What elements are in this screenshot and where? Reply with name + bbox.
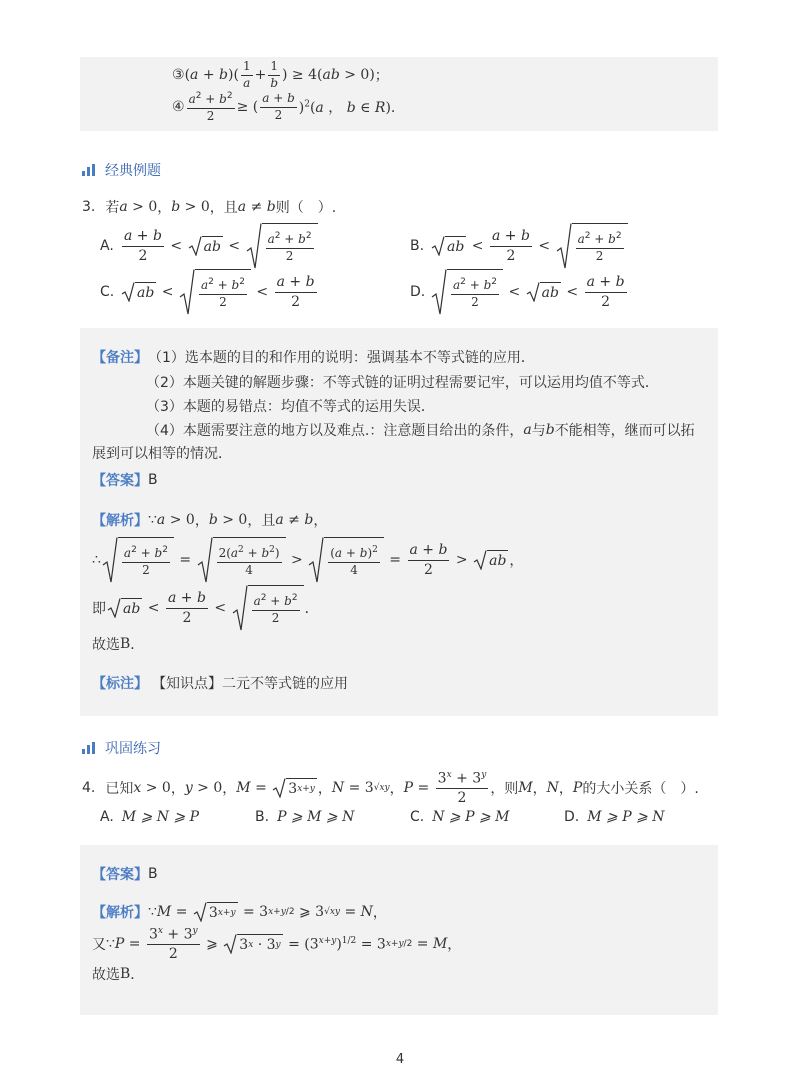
sqrt: 3 x+y <box>193 902 238 922</box>
sqrt: ab <box>526 282 561 302</box>
formula-item-4: ④ $\frac{a^2 + b^2}{2}$ ≥ ( $\frac{a + b}{2}$ )$^2$(a ， b ∈ R). <box>172 90 396 123</box>
fraction: $\frac{a + b}{2}$ <box>491 228 530 264</box>
sqrt: $\frac{(a + b)^2}{4}$ <box>308 537 384 583</box>
sqrt: ab <box>107 598 142 618</box>
sqrt: $\frac{a^2 + b^2}{2}$ <box>102 537 174 583</box>
option-label: C. <box>100 284 115 300</box>
option-c[interactable]: C. ab < $\frac{a^2 + b^2}{2}$ < $\frac{a + b}{2}$ <box>100 268 319 316</box>
question-number: 4. <box>82 780 96 796</box>
sqrt: $\frac{a^2 + b^2}{2}$ <box>179 269 251 315</box>
sqrt: 3 x+y <box>272 778 317 798</box>
option-label: C. <box>410 809 425 825</box>
sqrt: ab <box>188 236 223 256</box>
option-label: D. <box>564 809 580 825</box>
note-line-4: （4）本题需要注意的地方以及难点.：注意题目给出的条件， a 与 b 不能相等，继而可以拓 <box>146 422 695 439</box>
section-title: 巩固练习 <box>105 741 161 757</box>
section-header-practice <box>82 738 161 758</box>
note-line-2: （2）本题关键的解题步骤：不等式链的证明过程需要记牢，可以运用均值不等式． <box>146 375 659 391</box>
option-b[interactable]: B. ab < $\frac{a + b}{2}$ < $\frac{a^2 + b^2}{2}$ <box>410 222 629 270</box>
option-label: B. <box>255 809 270 825</box>
exponent-sqrt: √xy <box>373 783 390 793</box>
analysis-tag: 【解析】 <box>92 905 148 921</box>
answer-tag: 【答案】 <box>92 867 148 883</box>
option-label: A. <box>100 809 114 825</box>
page-number: 4 <box>395 1052 405 1067</box>
formula-item-3: ③ (a + b)( $\frac{1}{a}$ + $\frac{1}{b}$ ) ≥ 4(ab > 0) ； <box>172 58 389 90</box>
q4-option-c[interactable] <box>410 806 510 828</box>
section-title: 经典例题 <box>105 163 161 179</box>
q4-analysis-line-1: 【解析】 ∵ M = 3 x+y = 3 x+y/2 ⩾ 3 √xy = N ， <box>92 904 387 921</box>
option-d[interactable]: D. $\frac{a^2 + b^2}{2}$ < ab < $\frac{a + b}{2}$ <box>410 268 629 316</box>
option-label: B. <box>410 238 425 254</box>
sqrt: ab <box>121 282 156 302</box>
answer-tag: 【答案】 <box>92 473 148 489</box>
item-4-label: ④ <box>172 99 185 115</box>
analysis-line-1: 【解析】 ∵ a > 0 ， b > 0 ，且 a ≠ b ， <box>92 512 328 529</box>
item-3-tail: ； <box>374 68 389 84</box>
mark-tag: 【标注】 <box>92 676 148 692</box>
mark-text: 【知识点】二元不等式链的应用 <box>152 676 348 692</box>
q4-analysis-line-2: 又 ∵ P = $\frac{3^x + 3^y}{2}$ ⩾ 3 x · 3 y = $(3^{x+y})^{1/2} = 3$ x+y/2 = M ， <box>92 926 462 962</box>
bar-chart-icon <box>82 742 95 754</box>
sqrt: $\frac{a^2 + b^2}{2}$ <box>232 585 304 631</box>
fraction: $\frac{1}{b}$ <box>270 58 278 90</box>
option-label: A. <box>100 238 114 254</box>
question-4-stem: 4. 已知 x > 0 ， y > 0 ， M = 3 x+y ， N = 3 √xy ， P = $\frac{3^x + 3^y}{2}$ ，则 M ， N ， P 的大小关系（ ）. <box>82 770 699 806</box>
note-line-1: 【备注】 （1）选本题的目的和作用的说明：强调基本不等式链的应用． <box>92 347 535 367</box>
q4-option-a[interactable] <box>100 806 199 828</box>
option-expr: P ⩾ M ⩾ N <box>277 809 355 825</box>
answer-value: B <box>148 866 158 882</box>
note-line-5: 展到可以相等的情况． <box>92 446 232 462</box>
analysis-tag: 【解析】 <box>92 513 148 529</box>
q4-option-b[interactable] <box>255 806 354 828</box>
question-number: 3. <box>82 199 96 215</box>
fraction: $\frac{a + b}{2}$ <box>167 590 206 626</box>
fraction: $\frac{a + b}{2}$ <box>262 90 295 122</box>
q4-option-d[interactable] <box>564 806 665 828</box>
fraction: $\frac{1}{a}$ <box>242 58 251 90</box>
fraction: $\frac{a + b}{2}$ <box>586 274 625 310</box>
fraction: $\frac{3^x + 3^y}{2}$ <box>148 926 198 962</box>
sqrt: ab <box>431 236 466 256</box>
question-3-stem: 3. 若 a > 0 ， b > 0 ，且 a ≠ b 则（ ）. <box>82 199 337 216</box>
option-expr: M ⩾ N ⩾ P <box>121 809 200 825</box>
section-header-example <box>82 160 161 180</box>
analysis-line-3: 即 ab < $\frac{a + b}{2}$ < $\frac{a^2 + b^2}{2}$ ． <box>92 584 319 632</box>
fraction: $\frac{a + b}{2}$ <box>124 228 162 264</box>
note-line-3: （3）本题的易错点：均值不等式的运用失误． <box>146 399 435 415</box>
fraction: $\frac{a^2 + b^2}{2}$ <box>188 90 233 123</box>
fraction: $\frac{3^x + 3^y}{2}$ <box>437 770 487 806</box>
note-tag: 【备注】 <box>92 350 148 366</box>
mark-line <box>92 673 348 693</box>
answer-line <box>92 470 158 490</box>
option-label: D. <box>410 284 426 300</box>
analysis-conclusion: 故选 B ． <box>92 636 145 653</box>
sqrt: ab <box>473 550 508 570</box>
fraction: $\frac{a + b}{2}$ <box>409 542 448 578</box>
bar-chart-icon <box>82 164 95 176</box>
fraction: $\frac{a + b}{2}$ <box>276 274 315 310</box>
sqrt: $\frac{a^2 + b^2}{2}$ <box>556 223 628 269</box>
option-expr: M ⩾ P ⩾ N <box>587 809 665 825</box>
option-expr: N ⩾ P ⩾ M <box>432 809 510 825</box>
item-3-label: ③ <box>172 67 185 83</box>
exponent-fraction: x+y/2 <box>268 907 295 917</box>
sqrt: 3 x · 3 y <box>223 934 282 954</box>
answer-value: B <box>148 472 158 488</box>
sqrt: $\frac{a^2 + b^2}{2}$ <box>246 223 318 269</box>
option-a[interactable]: A. $\frac{a + b}{2}$ < ab < $\frac{a^2 + b^2}{2}$ <box>100 222 319 270</box>
q4-answer-line <box>92 864 158 884</box>
q4-conclusion: 故选 B ． <box>92 966 145 983</box>
sqrt: $\frac{2(a^2 + b^2)}{4}$ <box>197 537 286 583</box>
analysis-line-2: ∴ $\frac{a^2 + b^2}{2}$ = $\frac{2(a^2 + b^2)}{4}$ > $\frac{(a + b)^2}{4}$ = $\frac{a + b}{2}$ > ab ， <box>92 536 523 584</box>
exponent-fraction: x+y/2 <box>385 939 413 949</box>
exponent-sqrt: √xy <box>324 907 341 917</box>
sqrt: $\frac{a^2 + b^2}{2}$ <box>431 269 503 315</box>
